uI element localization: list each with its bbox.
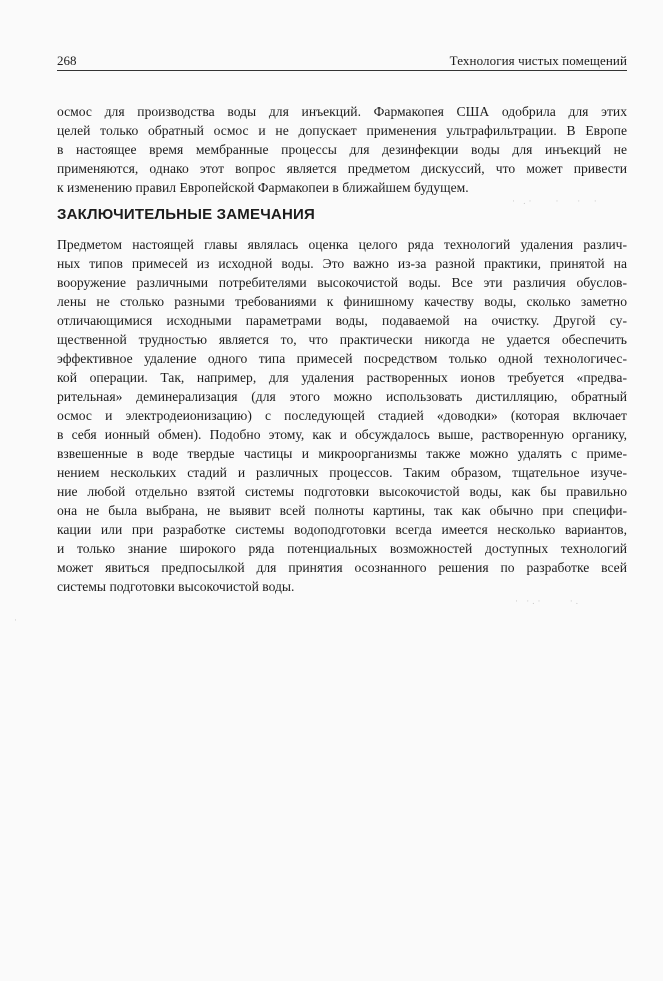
text-line: ных типов примесей из исходной воды. Это важно из-за разной практики, принятой на (57, 256, 627, 271)
page-number: 268 (57, 53, 77, 68)
text-line: ние любой отдельно взятой системы подготовки высокочистой воды, как бы правильно (57, 484, 627, 499)
text-line: она не была выбрана, не выявит всей полноты картины, так как обычно при специфи- (57, 503, 627, 518)
text-line: системы подготовки высокочистой воды. (57, 579, 295, 594)
text-line: целей только обратный осмос и не допускает применения ультрафильтрации. В Европе (57, 123, 627, 138)
running-title: Технология чистых помещений (449, 53, 627, 68)
scan-noise: · ·.· ·. (515, 596, 581, 606)
text-line: рительная» деминерализация (для этого можно использовать дистилляцию, обратный (57, 389, 627, 404)
text-line: щественной трудностью является то, что практически никогда не удается обеспечить (57, 332, 627, 347)
text-line: нением нескольких стадий и различных процессов. Таким образом, тщательное изуче- (57, 465, 627, 480)
running-header (57, 52, 627, 71)
text-line: взвешенные в воде твердые частицы и микроорганизмы также можно удалять с приме- (57, 446, 627, 461)
scan-noise: · (14, 615, 20, 625)
scan-noise: · .· · · · (512, 196, 600, 206)
text-line: может явиться предпосылкой для принятия осознанного решения по разработке всей (57, 560, 627, 575)
text-line: к изменению правил Европейской Фармакопеи в ближайшем будущем. (57, 180, 469, 195)
text-line: вооружение различными потребителями высокочистой воды. Все эти различия обуслов- (57, 275, 627, 290)
text-line: в себя ионный обмен). Подобно этому, как и обсуждалось выше, растворенную органику, (57, 427, 627, 442)
text-line: применяются, однако этот вопрос является предметом дискуссий, что может привести (57, 161, 627, 176)
section-heading: ЗАКЛЮЧИТЕЛЬНЫЕ ЗАМЕЧАНИЯ (57, 206, 315, 223)
text-line: отличающимися исходными параметрами воды, подаваемой на очистку. Другой су- (57, 313, 627, 328)
text-line: лены не столько разными требованиями к финишному качеству воды, сколько заметно (57, 294, 627, 309)
text-line: Предметом настоящей главы являлась оценка целого ряда технологий удаления различ- (57, 237, 627, 252)
text-line: кации или при разработке системы водоподготовки всегда имеется несколько вариантов, (57, 522, 627, 537)
text-line: осмос для производства воды для инъекций. Фармакопея США одобрила для этих (57, 104, 627, 119)
text-line: в настоящее время мембранные процессы для дезинфекции воды для инъекций не (57, 142, 627, 157)
text-line: кой операции. Так, например, для удаления растворенных ионов требуется «предва- (57, 370, 627, 385)
intro-paragraph (57, 102, 627, 197)
text-line: эффективное удаление одного типа примесей посредством только одной технологичес- (57, 351, 627, 366)
text-line: осмос и электродеионизацию) с последующей стадией «доводки» (которая включает (57, 408, 627, 423)
text-line: и только знание широкого ряда потенциальных возможностей доступных технологий (57, 541, 627, 556)
section-paragraph (57, 235, 627, 596)
